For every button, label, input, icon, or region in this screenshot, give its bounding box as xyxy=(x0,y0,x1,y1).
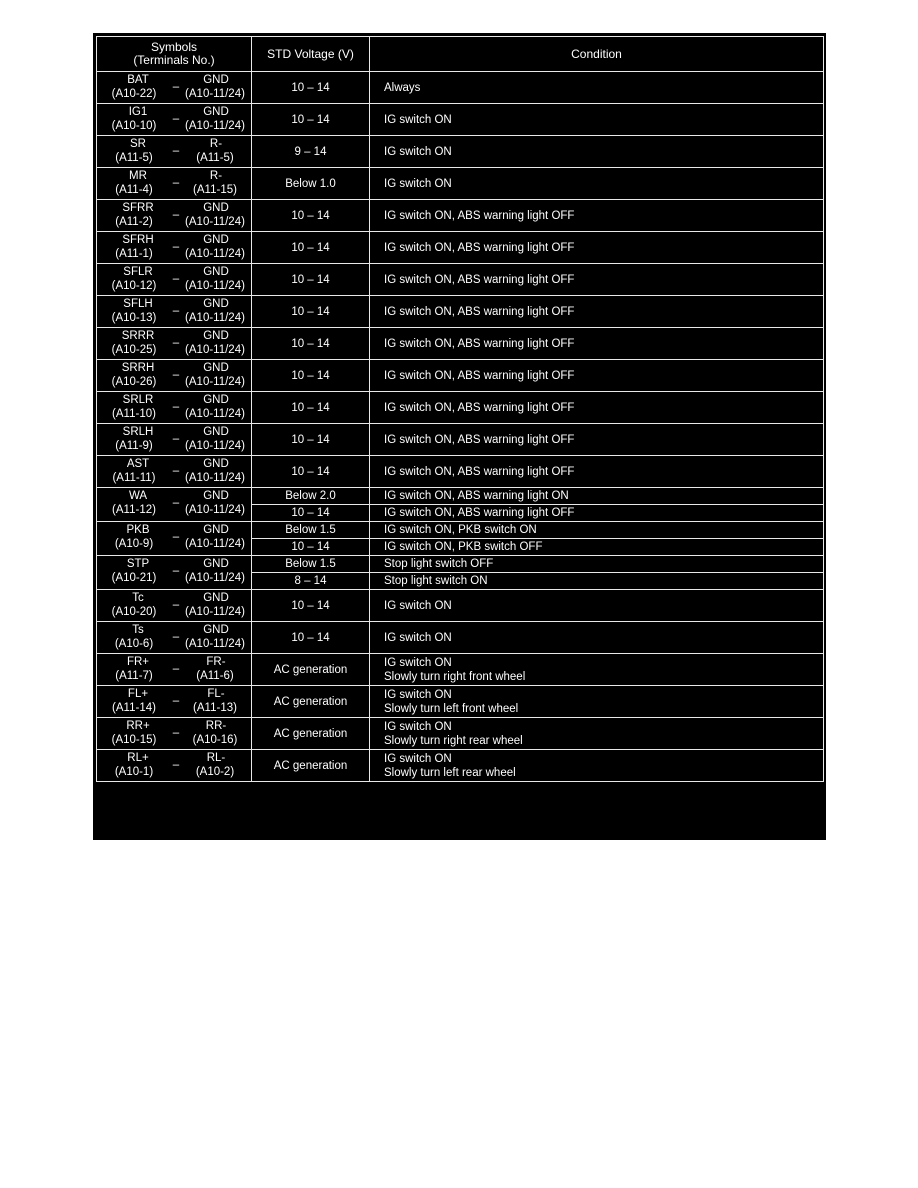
positive-terminal: (A11-4) xyxy=(115,184,153,196)
condition-cell xyxy=(370,590,824,622)
negative-terminal: (A10-11/24) xyxy=(185,572,245,584)
table-row xyxy=(97,72,824,104)
negative-terminal: (A10-11/24) xyxy=(185,472,245,484)
negative-terminal: (A10-11/24) xyxy=(185,638,245,650)
positive-terminal: (A11-12) xyxy=(112,504,156,516)
negative-terminal: (A11-5) xyxy=(196,152,234,164)
header-condition: Condition xyxy=(370,37,824,72)
table-row xyxy=(97,296,824,328)
table-row xyxy=(97,328,824,360)
terminal-separator: – xyxy=(172,663,180,675)
symbol-cell xyxy=(97,328,252,360)
condition-line: IG switch ON xyxy=(384,599,452,612)
condition-line: IG switch ON, ABS warning light OFF xyxy=(384,401,575,414)
condition-line: IG switch ON xyxy=(384,688,452,701)
std-voltage-cell: 10 – 14 xyxy=(252,200,370,232)
positive-terminal: (A10-21) xyxy=(111,572,157,584)
positive-terminal: (A10-13) xyxy=(111,312,157,324)
std-voltage-cell: 9 – 14 xyxy=(252,136,370,168)
negative-symbol: RR- xyxy=(205,720,227,732)
terminal-separator: – xyxy=(172,465,180,477)
positive-symbol: SFRR xyxy=(122,202,154,214)
terminal-separator: – xyxy=(172,599,180,611)
condition-cell xyxy=(370,622,824,654)
positive-symbol: FL+ xyxy=(127,688,149,700)
header-symbols-line1: Symbols xyxy=(150,40,197,54)
condition-cell xyxy=(370,264,824,296)
positive-terminal: (A10-10) xyxy=(111,120,157,132)
table-row xyxy=(97,718,824,750)
table-row xyxy=(97,392,824,424)
symbol-cell xyxy=(97,522,252,556)
header-symbols-line2: (Terminals No.) xyxy=(133,53,215,67)
condition-line: IG switch ON xyxy=(384,752,452,765)
condition-cell xyxy=(370,718,824,750)
condition-line: IG switch ON xyxy=(384,113,452,126)
positive-symbol: STP xyxy=(126,558,150,570)
negative-symbol: GND xyxy=(203,490,229,502)
std-voltage-cell: 10 – 14 xyxy=(252,296,370,328)
condition-line-2: Slowly turn left front wheel xyxy=(384,702,519,715)
positive-terminal: (A10-12) xyxy=(111,280,157,292)
condition-line-2: Slowly turn left rear wheel xyxy=(384,766,516,779)
condition-cell xyxy=(370,686,824,718)
terminal-separator: – xyxy=(172,305,180,317)
positive-symbol: FR+ xyxy=(126,656,150,668)
positive-terminal: (A10-9) xyxy=(114,538,154,550)
condition-cell xyxy=(370,200,824,232)
positive-terminal: (A10-15) xyxy=(111,734,157,746)
negative-terminal: (A10-11/24) xyxy=(185,88,245,100)
symbol-cell xyxy=(97,72,252,104)
positive-symbol: SRRR xyxy=(121,330,155,342)
terminal-separator: – xyxy=(172,81,180,93)
negative-symbol: FR- xyxy=(206,656,226,668)
symbol-cell xyxy=(97,686,252,718)
terminal-voltage-table-panel xyxy=(93,33,826,840)
condition-cell xyxy=(370,456,824,488)
symbol-cell xyxy=(97,264,252,296)
negative-symbol: GND xyxy=(203,458,229,470)
table-row xyxy=(97,232,824,264)
symbol-cell xyxy=(97,104,252,136)
negative-terminal: (A10-11/24) xyxy=(185,606,245,618)
positive-symbol: SRLH xyxy=(122,426,154,438)
condition-cell xyxy=(370,360,824,392)
symbol-cell xyxy=(97,622,252,654)
negative-terminal: (A10-16) xyxy=(192,734,238,746)
terminal-separator: – xyxy=(172,497,180,509)
condition-line: IG switch ON xyxy=(384,720,452,733)
terminal-voltage-table xyxy=(96,36,824,782)
std-voltage-cell: 10 – 14 xyxy=(252,328,370,360)
symbol-cell xyxy=(97,200,252,232)
condition-cell: IG switch ON, PKB switch OFF xyxy=(370,539,824,556)
negative-terminal: (A10-11/24) xyxy=(185,408,245,420)
symbol-cell xyxy=(97,654,252,686)
terminal-separator: – xyxy=(172,695,180,707)
std-voltage-cell: 10 – 14 xyxy=(252,424,370,456)
negative-symbol: GND xyxy=(203,524,229,536)
std-voltage-cell: Below 1.5 xyxy=(252,522,370,539)
positive-terminal: (A11-11) xyxy=(112,472,156,484)
negative-terminal: (A10-11/24) xyxy=(185,312,245,324)
negative-symbol: GND xyxy=(203,298,229,310)
std-voltage-cell: Below 1.0 xyxy=(252,168,370,200)
table-row xyxy=(97,200,824,232)
condition-line: IG switch ON xyxy=(384,656,452,669)
condition-line: Always xyxy=(384,81,421,94)
condition-cell xyxy=(370,654,824,686)
negative-symbol: GND xyxy=(203,558,229,570)
condition-cell: IG switch ON, ABS warning light ON xyxy=(370,488,824,505)
positive-symbol: SFLH xyxy=(123,298,153,310)
positive-symbol: Ts xyxy=(132,624,144,636)
condition-line: IG switch ON, ABS warning light OFF xyxy=(384,433,575,446)
negative-symbol: GND xyxy=(203,330,229,342)
terminal-separator: – xyxy=(172,209,180,221)
std-voltage-cell: 8 – 14 xyxy=(252,573,370,590)
negative-symbol: RL- xyxy=(206,752,226,764)
condition-cell xyxy=(370,168,824,200)
terminal-separator: – xyxy=(172,113,180,125)
negative-terminal: (A10-11/24) xyxy=(185,248,245,260)
table-row xyxy=(97,590,824,622)
symbol-cell xyxy=(97,750,252,782)
terminal-separator: – xyxy=(172,337,180,349)
std-voltage-cell: AC generation xyxy=(252,718,370,750)
negative-symbol: GND xyxy=(203,624,229,636)
condition-cell: IG switch ON, ABS warning light OFF xyxy=(370,505,824,522)
terminal-separator: – xyxy=(172,401,180,413)
table-row xyxy=(97,424,824,456)
std-voltage-cell: 10 – 14 xyxy=(252,392,370,424)
terminal-separator: – xyxy=(172,241,180,253)
positive-terminal: (A10-22) xyxy=(111,88,157,100)
positive-terminal: (A10-20) xyxy=(111,606,157,618)
condition-cell xyxy=(370,136,824,168)
std-voltage-cell: 10 – 14 xyxy=(252,456,370,488)
negative-terminal: (A10-11/24) xyxy=(185,120,245,132)
positive-symbol: SRRH xyxy=(121,362,155,374)
symbol-cell xyxy=(97,168,252,200)
negative-symbol: GND xyxy=(203,362,229,374)
negative-symbol: GND xyxy=(203,266,229,278)
positive-symbol: SRLR xyxy=(122,394,154,406)
std-voltage-cell: AC generation xyxy=(252,686,370,718)
negative-terminal: (A10-11/24) xyxy=(185,440,245,452)
positive-symbol: PKB xyxy=(126,524,150,536)
positive-terminal: (A11-10) xyxy=(112,408,156,420)
positive-terminal: (A11-9) xyxy=(115,440,153,452)
positive-symbol: RR+ xyxy=(126,720,150,732)
positive-symbol: SFRH xyxy=(122,234,154,246)
std-voltage-cell: AC generation xyxy=(252,654,370,686)
condition-cell xyxy=(370,750,824,782)
table-row xyxy=(97,686,824,718)
negative-terminal: (A10-11/24) xyxy=(185,280,245,292)
negative-terminal: (A10-11/24) xyxy=(185,216,245,228)
condition-cell: IG switch ON, PKB switch ON xyxy=(370,522,824,539)
terminal-separator: – xyxy=(172,145,180,157)
condition-line: IG switch ON, ABS warning light OFF xyxy=(384,337,575,350)
terminal-separator: – xyxy=(172,727,180,739)
symbol-cell xyxy=(97,296,252,328)
positive-terminal: (A10-25) xyxy=(111,344,157,356)
terminal-separator: – xyxy=(172,531,180,543)
table-row xyxy=(97,522,824,539)
symbol-cell xyxy=(97,232,252,264)
positive-terminal: (A11-2) xyxy=(115,216,153,228)
symbol-cell xyxy=(97,556,252,590)
table-row xyxy=(97,264,824,296)
condition-line-2: Slowly turn right rear wheel xyxy=(384,734,523,747)
std-voltage-cell: 10 – 14 xyxy=(252,590,370,622)
terminal-separator: – xyxy=(172,759,180,771)
std-voltage-cell: 10 – 14 xyxy=(252,72,370,104)
negative-symbol: R- xyxy=(209,170,223,182)
condition-line: IG switch ON, ABS warning light OFF xyxy=(384,465,575,478)
symbol-cell xyxy=(97,392,252,424)
negative-symbol: GND xyxy=(203,106,229,118)
condition-cell xyxy=(370,328,824,360)
negative-terminal: (A10-11/24) xyxy=(185,538,245,550)
terminal-separator: – xyxy=(172,177,180,189)
std-voltage-cell: 10 – 14 xyxy=(252,264,370,296)
negative-terminal: (A11-13) xyxy=(193,702,237,714)
symbol-cell xyxy=(97,590,252,622)
terminal-separator: – xyxy=(172,565,180,577)
symbol-cell xyxy=(97,488,252,522)
condition-cell xyxy=(370,296,824,328)
header-std-voltage: STD Voltage (V) xyxy=(252,37,370,72)
negative-symbol: GND xyxy=(203,394,229,406)
positive-terminal: (A11-7) xyxy=(115,670,153,682)
negative-symbol: R- xyxy=(209,138,223,150)
negative-symbol: GND xyxy=(203,74,229,86)
condition-line: IG switch ON xyxy=(384,631,452,644)
table-row xyxy=(97,488,824,505)
table-row xyxy=(97,168,824,200)
positive-terminal: (A10-6) xyxy=(114,638,154,650)
table-row xyxy=(97,360,824,392)
terminal-separator: – xyxy=(172,631,180,643)
positive-terminal: (A11-14) xyxy=(112,702,156,714)
condition-cell: Stop light switch ON xyxy=(370,573,824,590)
symbol-cell xyxy=(97,424,252,456)
positive-symbol: IG1 xyxy=(128,106,148,118)
std-voltage-cell: 10 – 14 xyxy=(252,505,370,522)
positive-symbol: WA xyxy=(128,490,148,502)
condition-line: IG switch ON, ABS warning light OFF xyxy=(384,305,575,318)
positive-symbol: RL+ xyxy=(127,752,149,764)
condition-line: IG switch ON, ABS warning light OFF xyxy=(384,369,575,382)
condition-cell xyxy=(370,424,824,456)
table-row xyxy=(97,136,824,168)
condition-cell xyxy=(370,392,824,424)
std-voltage-cell: 10 – 14 xyxy=(252,622,370,654)
symbol-cell xyxy=(97,456,252,488)
positive-symbol: BAT xyxy=(127,74,149,86)
table-row xyxy=(97,654,824,686)
symbol-cell xyxy=(97,136,252,168)
condition-line: IG switch ON xyxy=(384,145,452,158)
negative-symbol: GND xyxy=(203,426,229,438)
positive-symbol: SFLR xyxy=(123,266,153,278)
condition-line: IG switch ON, ABS warning light OFF xyxy=(384,241,575,254)
std-voltage-cell: 10 – 14 xyxy=(252,539,370,556)
std-voltage-cell: AC generation xyxy=(252,750,370,782)
table-row xyxy=(97,622,824,654)
symbol-cell xyxy=(97,718,252,750)
negative-terminal: (A11-6) xyxy=(196,670,234,682)
positive-symbol: Tc xyxy=(132,592,144,604)
negative-terminal: (A10-2) xyxy=(195,766,235,778)
table-body xyxy=(97,72,824,782)
table-header-row xyxy=(97,37,824,72)
terminal-separator: – xyxy=(172,273,180,285)
negative-symbol: GND xyxy=(203,202,229,214)
table-row xyxy=(97,104,824,136)
symbol-cell xyxy=(97,360,252,392)
positive-symbol: MR xyxy=(129,170,147,182)
negative-symbol: GND xyxy=(203,234,229,246)
std-voltage-cell: 10 – 14 xyxy=(252,104,370,136)
terminal-separator: – xyxy=(172,369,180,381)
std-voltage-cell: Below 2.0 xyxy=(252,488,370,505)
condition-cell xyxy=(370,72,824,104)
positive-terminal: (A10-1) xyxy=(114,766,154,778)
std-voltage-cell: 10 – 14 xyxy=(252,360,370,392)
terminal-separator: – xyxy=(172,433,180,445)
positive-terminal: (A10-26) xyxy=(111,376,157,388)
std-voltage-cell: 10 – 14 xyxy=(252,232,370,264)
positive-symbol: AST xyxy=(126,458,150,470)
negative-terminal: (A11-15) xyxy=(193,184,237,196)
std-voltage-cell: Below 1.5 xyxy=(252,556,370,573)
table-row xyxy=(97,456,824,488)
negative-terminal: (A10-11/24) xyxy=(185,504,245,516)
condition-cell xyxy=(370,104,824,136)
header-symbols xyxy=(97,37,252,72)
negative-terminal: (A10-11/24) xyxy=(185,376,245,388)
positive-symbol: SR xyxy=(130,138,146,150)
condition-line: IG switch ON, ABS warning light OFF xyxy=(384,273,575,286)
table-row xyxy=(97,750,824,782)
condition-cell xyxy=(370,232,824,264)
negative-symbol: FL- xyxy=(207,688,225,700)
condition-line: IG switch ON xyxy=(384,177,452,190)
table-row xyxy=(97,556,824,573)
condition-cell: Stop light switch OFF xyxy=(370,556,824,573)
positive-terminal: (A11-1) xyxy=(115,248,153,260)
condition-line: IG switch ON, ABS warning light OFF xyxy=(384,209,575,222)
condition-line-2: Slowly turn right front wheel xyxy=(384,670,526,683)
negative-symbol: GND xyxy=(203,592,229,604)
negative-terminal: (A10-11/24) xyxy=(185,344,245,356)
positive-terminal: (A11-5) xyxy=(115,152,153,164)
